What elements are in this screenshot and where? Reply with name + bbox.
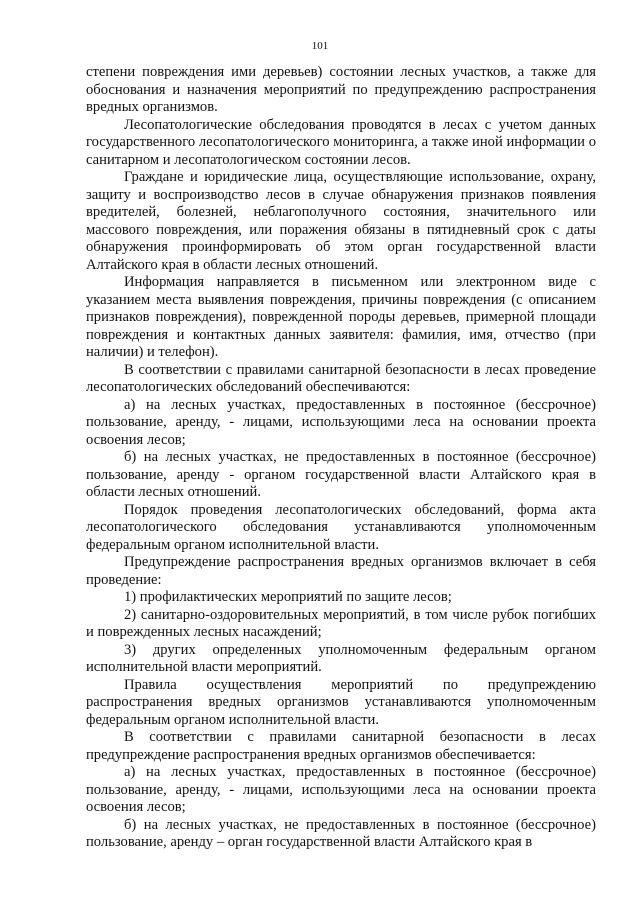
list-item-1: 1) профилактических мероприятий по защите лесов; — [124, 589, 452, 605]
paragraph-forest-surveys: Лесопатологические обследования проводятся в лесах с учетом данных государственного лесопатологического мониторинга, а также иной информации о санитарном и лесопатологическом состоянии лесов. — [86, 116, 596, 168]
paragraph-survey-provision: В соответствии с правилами санитарной безопасности в лесах проведение лесопатологических обследований обеспечиваются: — [86, 361, 596, 395]
paragraph-prevention-includes: Предупреждение распространения вредных организмов включает в себя проведение: — [86, 554, 596, 588]
list-item-b: б) на лесных участках, не предоставленных в постоянное (бессрочное) пользование, аренду - органом государственной власти Алтайского края в области лесных отношений. — [86, 449, 596, 500]
list-item-b-2: б) на лесных участках, не предоставленных в постоянное (бессрочное) пользование, аренду – орган государственной власти Алтайского края в — [86, 816, 596, 850]
list-item-2: 2) санитарно-оздоровительных мероприятий, в том числе рубок погибших и поврежденных лесных насаждений; — [86, 606, 596, 640]
paragraph-information-submission: Информация направляется в письменном или электронном виде с указанием места выявления повреждения, причины повреждения (с описанием признаков повреждения), поврежденной породы деревьев, примерной площади повреждения и контактных данных заявителя: фамилия, имя, отчество (при наличии) и телефон). — [86, 274, 596, 360]
body-text — [86, 64, 596, 852]
paragraph-prevention-rules: Правила осуществления мероприятий по предупреждению распространения вредных организмов устанавливаются уполномоченным федеральным органом исполнительной власти. — [86, 676, 596, 728]
paragraph-continuation: степени повреждения ими деревьев) состоянии лесных участков, а также для обоснования и назначения мероприятий по предупреждению распространения вредных организмов. — [86, 64, 596, 115]
paragraph-survey-procedure: Порядок проведения лесопатологических обследований, форма акта лесопатологического обследования устанавливаются уполномоченным федеральным органом исполнительной власти. — [86, 501, 596, 553]
page-number: 101 — [311, 40, 329, 52]
list-item-a-2: а) на лесных участках, предоставленных в постоянное (бессрочное) пользование, аренду, - лицами, использующими леса на основании проекта освоения лесов; — [86, 764, 596, 815]
list-item-3: 3) других определенных уполномоченным федеральным органом исполнительной власти мероприятий. — [86, 641, 596, 675]
paragraph-prevention-provision: В соответствии с правилами санитарной безопасности в лесах предупреждение распространения вредных организмов обеспечивается: — [86, 729, 596, 763]
paragraph-citizens-obligation: Граждане и юридические лица, осуществляющие использование, охрану, защиту и воспроизводство лесов в случае обнаружения признаков появления вредителей, болезней, неблагополучного состояния, значительного или массового повреждения, или поражения обязаны в пятидневный срок с даты обнаружения проинформировать об этом орган государственной власти Алтайского края в области лесных отношений. — [86, 169, 596, 273]
list-item-a: а) на лесных участках, предоставленных в постоянное (бессрочное) пользование, аренду, - лицами, использующими леса на основании проекта освоения лесов; — [86, 396, 596, 448]
